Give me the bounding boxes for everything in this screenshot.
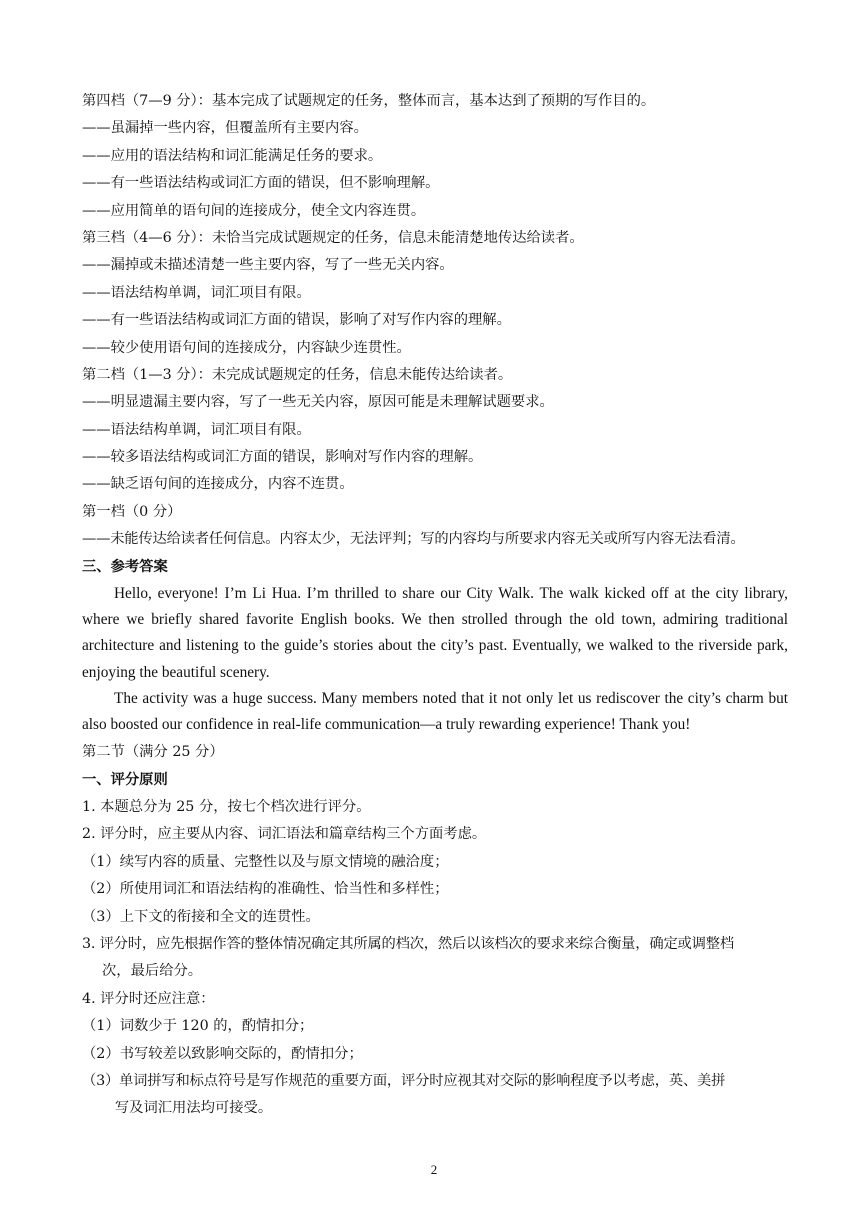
page-number: 2 — [430, 1162, 438, 1177]
rule-item-continuation: 次，最后给分。 — [102, 963, 203, 980]
rule-subitem-continuation: 写及词汇用法均可接受。 — [114, 1100, 273, 1117]
tier2-item: ——较多语法结构或词汇方面的错误，影响对写作内容的理解。 — [82, 449, 483, 466]
reference-answer-heading: 三、参考答案 — [82, 558, 168, 575]
tier2-title: 第二档（1—3 分）：未完成试题规定的任务，信息未能传达给读者。 — [82, 366, 513, 383]
tier1-title: 第一档（0 分） — [82, 503, 182, 520]
tier3-title: 第三档（4—6 分）：未恰当完成试题规定的任务，信息未能清楚地传达给读者。 — [82, 229, 584, 246]
rule-item: 2. 评分时，应主要从内容、词汇语法和篇章结构三个方面考虑。 — [82, 826, 487, 843]
tier1-item: ——未能传达给读者任何信息。内容太少，无法评判；写的内容均与所要求内容无关或所写内容无法看清。 — [82, 531, 745, 548]
tier3-item: ——较少使用语句间的连接成分，内容缺少连贯性。 — [82, 339, 411, 356]
rule-subitem: （1）续写内容的质量、完整性以及与原文情境的融洽度； — [82, 853, 449, 870]
tier4-item: ——虽漏掉一些内容，但覆盖所有主要内容。 — [82, 120, 368, 137]
principles-heading: 一、评分原则 — [82, 771, 168, 788]
reference-answer-paragraph: The activity was a huge success. Many members noted that it not only let us rediscover the city’s charm but also boosted our confidence in real-life communication—a truly rewarding experience! Thank you! — [82, 689, 788, 734]
rule-item: 1. 本题总分为 25 分，按七个档次进行评分。 — [82, 799, 371, 816]
tier4-item: ——应用的语法结构和词汇能满足任务的要求。 — [82, 147, 383, 164]
rule-subitem: （2）书写较差以致影响交际的，酌情扣分； — [82, 1045, 363, 1062]
reference-answer-paragraph: Hello, everyone! I’m Li Hua. I’m thrilled to share our City Walk. The walk kicked off at the city library, where we briefly shared favorite English books. We then strolled through the old town, admiring traditional architecture and listening to the guide’s stories about the city’s past. Eventually, we walked to the riverside park, enjoying the beautiful scenery. — [82, 585, 788, 681]
tier4-item: ——有一些语法结构或词汇方面的错误，但不影响理解。 — [82, 175, 440, 192]
section-title: 第二节（满分 25 分） — [82, 744, 224, 761]
tier3-item: ——语法结构单调，词汇项目有限。 — [82, 284, 311, 301]
tier4-title: 第四档（7—9 分）：基本完成了试题规定的任务，整体而言，基本达到了预期的写作目的。 — [82, 93, 656, 109]
tier4-item: ——应用简单的语句间的连接成分，使全文内容连贯。 — [82, 202, 426, 219]
page-content — [82, 88, 788, 1123]
rule-subitem: （3）上下文的衔接和全文的连贯性。 — [82, 908, 320, 925]
rule-item: 4. 评分时还应注意： — [82, 990, 215, 1007]
tier2-item: ——明显遗漏主要内容，写了一些无关内容，原因可能是未理解试题要求。 — [82, 394, 554, 411]
rule-item: 3. 评分时，应先根据作答的整体情况确定其所属的档次，然后以该档次的要求来综合衡量，确定或调整档 — [82, 935, 734, 952]
tier3-item: ——漏掉或未描述清楚一些主要内容，写了一些无关内容。 — [82, 257, 454, 274]
tier2-item: ——缺乏语句间的连接成分，内容不连贯。 — [82, 476, 354, 493]
rule-subitem: （2）所使用词汇和语法结构的准确性、恰当性和多样性； — [82, 881, 449, 898]
rule-subitem: （3）单词拼写和标点符号是写作规范的重要方面，评分时应视其对交际的影响程度予以考虑，英、美拼 — [82, 1072, 726, 1089]
rule-subitem: （1）词数少于 120 的，酌情扣分； — [82, 1018, 314, 1035]
tier2-item: ——语法结构单调，词汇项目有限。 — [82, 421, 311, 438]
tier3-item: ——有一些语法结构或词汇方面的错误，影响了对写作内容的理解。 — [82, 312, 511, 329]
